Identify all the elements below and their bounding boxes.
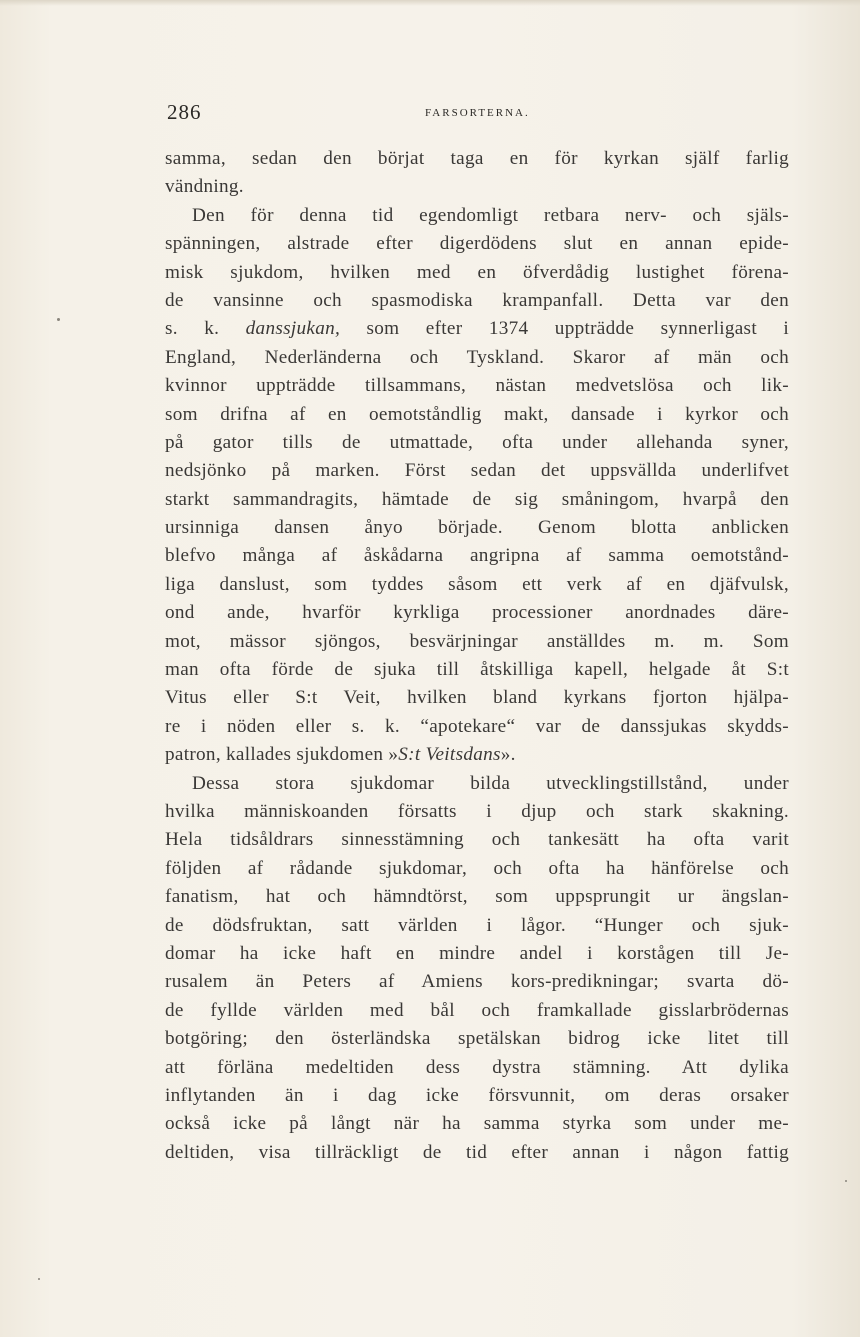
text-line: samma, sedan den börjat taga en för kyrkan själf farlig xyxy=(165,148,789,169)
text-line: botgöring; den österländska spetälskan bidrog icke litet till xyxy=(165,1028,789,1050)
text-line: starkt sammandragits, hämtade de sig småningom, hvarpå den xyxy=(165,488,789,510)
text-line: inflytanden än i dag icke försvunnit, om deras orsaker xyxy=(165,1084,789,1106)
text-line: kvinnor uppträdde tillsammans, nästan medvetslösa och lik- xyxy=(165,375,789,397)
emphasis-danssjukan: danssjukan, xyxy=(245,318,341,340)
text-line: de dödsfruktan, satt världen i lågor. “Hunger och sjuk- xyxy=(165,914,789,936)
text-line: deltiden, visa tillräckligt de tid efter annan i någon fattig xyxy=(165,1141,789,1163)
text-line: också icke på långt när ha samma styrka som under me- xyxy=(165,1113,789,1135)
text-line: liga danslust, som tyddes såsom ett verk af en djäfvulsk, xyxy=(165,573,789,595)
text-line: vändning. xyxy=(165,176,244,198)
text-line: att förläna medeltiden dess dystra stämning. Att dylika xyxy=(165,1056,789,1078)
text-line: de fyllde världen med bål och framkallade gisslarbrödernas xyxy=(165,999,789,1021)
text-line: Hela tidsåldrars sinnesstämning och tankesätt ha ofta varit xyxy=(165,829,789,851)
text-segment: s. k. xyxy=(165,318,246,340)
text-line: misk sjukdom, hvilken med en öfverdådig lustighet förena- xyxy=(165,261,789,283)
text-line: domar ha icke haft en mindre andel i korstågen till Je- xyxy=(165,942,789,964)
text-line: re i nöden eller s. k. “apotekare“ var de danssjukas skydds- xyxy=(165,715,789,737)
text-line: följden af rådande sjukdomar, och ofta ha hänförelse och xyxy=(165,857,789,879)
text-line: man ofta förde de sjuka till åtskilliga kapell, helgade åt S:t xyxy=(165,659,789,681)
paper-speck xyxy=(57,318,60,321)
text-line: ursinniga dansen ånyo började. Genom blotta anblicken xyxy=(165,517,789,539)
text-line: mot, mässor sjöngos, besvärjningar anställdes m. m. Som xyxy=(165,630,789,652)
text-line: Vitus eller S:t Veit, hvilken bland kyrkans fjorton hjälpa- xyxy=(165,687,789,709)
text-line: ond ande, hvarför kyrkliga processioner anordnades däre- xyxy=(165,602,789,624)
text-line: de vansinne och spasmodiska krampanfall. Detta var den xyxy=(165,289,789,311)
text-line: spänningen, alstrade efter digerdödens slut en annan epide- xyxy=(165,233,789,255)
text-line: blefvo många af åskådarna angripna af samma oemotstånd- xyxy=(165,545,789,567)
running-head: FARSORTERNA. xyxy=(425,107,530,119)
text-line-with-emphasis xyxy=(165,315,789,343)
text-line-with-emphasis xyxy=(165,741,789,769)
text-segment: som efter 1374 uppträdde synnerligast i xyxy=(340,318,789,340)
emphasis-st-veitsdans: S:t Veitsdans xyxy=(398,744,501,766)
text-segment: ». xyxy=(500,744,516,766)
body-text xyxy=(165,145,789,1167)
paragraph-first-line: Den för denna tid egendomligt retbara nerv- och själs- xyxy=(192,204,789,226)
text-line: England, Nederländerna och Tyskland. Skaror af män och xyxy=(165,346,789,368)
page-number: 286 xyxy=(167,100,202,124)
page-header xyxy=(167,100,787,130)
text-line: hvilka människoanden försatts i djup och stark skakning. xyxy=(165,800,789,822)
text-segment: patron, kallades sjukdomen » xyxy=(165,744,399,766)
paper-speck xyxy=(38,1278,40,1280)
text-line: som drifna af en oemotståndlig makt, dansade i kyrkor och xyxy=(165,403,789,425)
text-line: nedsjönko på marken. Först sedan det uppsvällda underlifvet xyxy=(165,460,789,482)
paper-speck xyxy=(845,1180,847,1182)
paragraph-first-line: Dessa stora sjukdomar bilda utvecklingstillstånd, under xyxy=(192,772,789,794)
text-line: fanatism, hat och hämndtörst, som uppsprungit ur ängslan- xyxy=(165,886,789,908)
text-line: på gator tills de utmattade, ofta under allehanda syner, xyxy=(165,431,789,453)
text-line: rusalem än Peters af Amiens kors-predikningar; svarta dö- xyxy=(165,971,789,993)
